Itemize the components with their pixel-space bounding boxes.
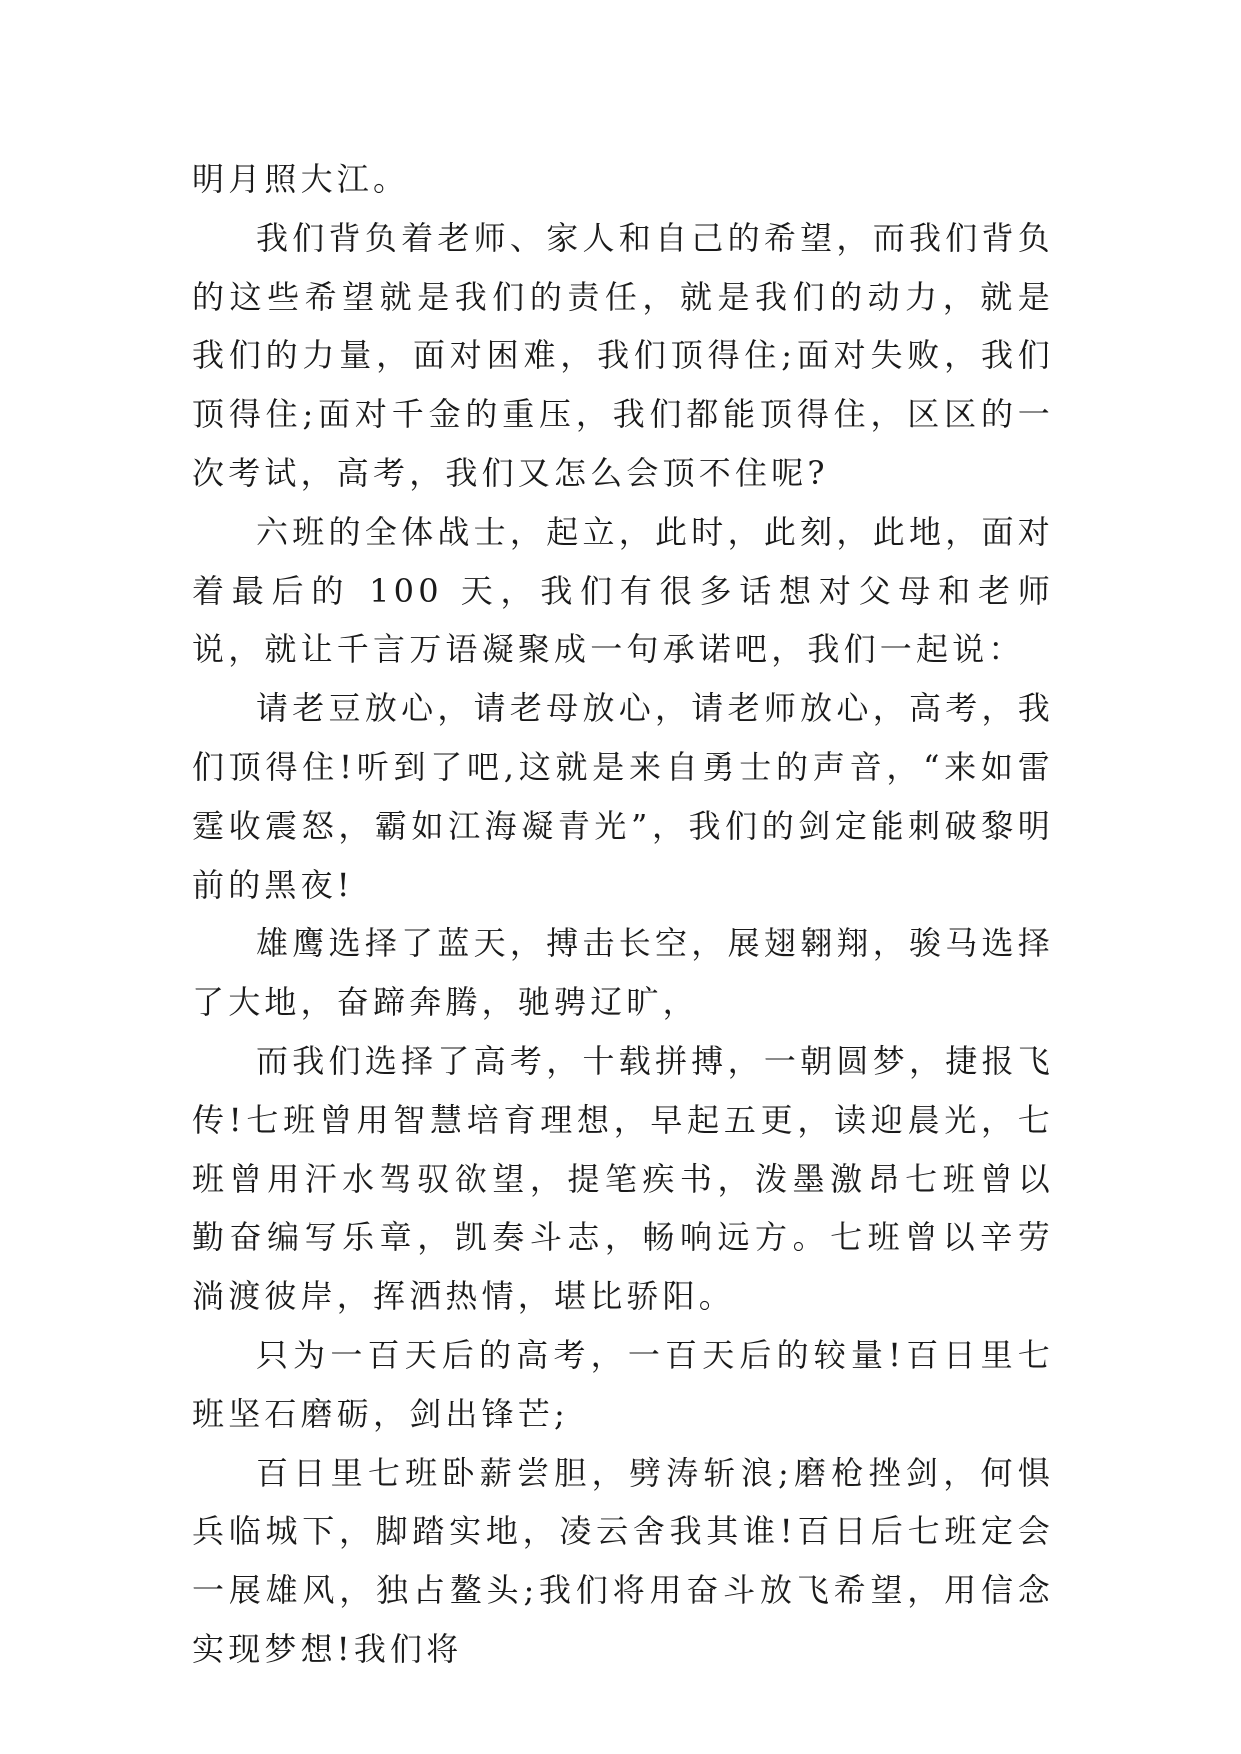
paragraph: 百日里七班卧薪尝胆，劈涛斩浪;磨枪挫剑，何惧兵临城下，脚踏实地，凌云舍我其谁!百日后七班定会一展雄风，独占鳌头;我们将用奋斗放飞希望，用信念实现梦想!我们将 xyxy=(192,1453,1054,1668)
paragraph: 六班的全体战士，起立，此时，此刻，此地，面对着最后的 100 天，我们有很多话想对父母和老师说，就让千言万语凝聚成一句承诺吧，我们一起说： xyxy=(192,512,1054,669)
document-body xyxy=(192,150,1054,1679)
paragraph: 只为一百天后的高考，一百天后的较量!百日里七班坚石磨砺，剑出锋芒; xyxy=(192,1335,1054,1433)
paragraph-continuation: 明月照大江。 xyxy=(192,160,410,198)
paragraph: 我们背负着老师、家人和自己的希望，而我们背负的这些希望就是我们的责任，就是我们的动力，就是我们的力量，面对困难，我们顶得住;面对失败，我们顶得住;面对千金的重压，我们都能顶得住，区区的一次考试，高考，我们又怎么会顶不住呢? xyxy=(192,218,1054,492)
paragraph: 请老豆放心，请老母放心，请老师放心，高考，我们顶得住!听到了吧,这就是来自勇士的声音，“来如雷霆收震怒，霸如江海凝青光”，我们的剑定能刺破黎明前的黑夜! xyxy=(192,689,1054,904)
paragraph: 雄鹰选择了蓝天，搏击长空，展翅翱翔，骏马选择了大地，奋蹄奔腾，驰骋辽旷， xyxy=(192,924,1054,1022)
paragraph: 而我们选择了高考，十载拼搏，一朝圆梦，捷报飞传!七班曾用智慧培育理想，早起五更，读迎晨光，七班曾用汗水驾驭欲望，提笔疾书，泼墨激昂七班曾以勤奋编写乐章，凯奏斗志，畅响远方。七班曾以辛劳淌渡彼岸，挥洒热情，堪比骄阳。 xyxy=(192,1041,1054,1316)
